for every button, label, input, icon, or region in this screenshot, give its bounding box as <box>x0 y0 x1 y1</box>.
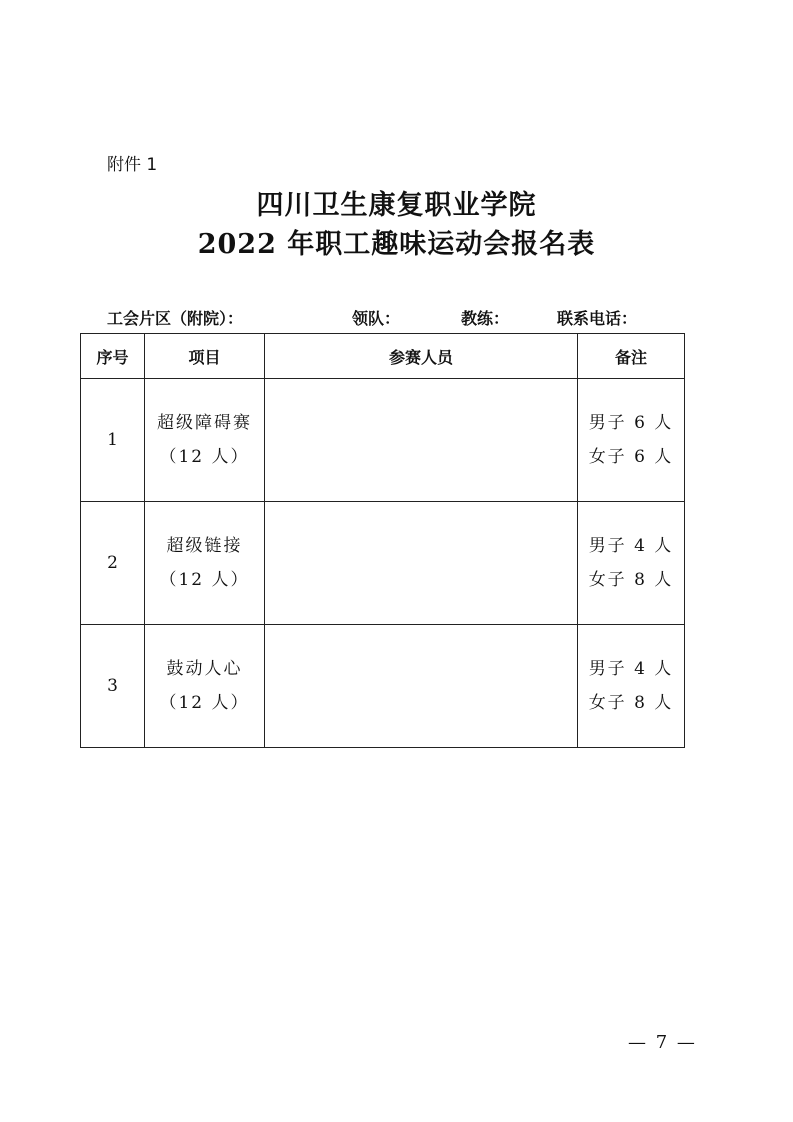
event-headcount: （12 人） <box>159 570 250 590</box>
row-number: 1 <box>81 379 145 502</box>
header-participants: 参赛人员 <box>265 334 578 379</box>
team-leader-label: 领队： <box>352 309 401 328</box>
event-name: 鼓动人心 <box>166 659 243 679</box>
note-male: 男子 4 人 <box>588 536 674 556</box>
table-row <box>81 502 685 625</box>
event-cell <box>145 379 265 502</box>
registration-info-line <box>107 306 677 330</box>
event-name: 超级链接 <box>166 536 243 556</box>
page-number: — 7 — <box>628 1032 697 1053</box>
note-male: 男子 6 人 <box>588 413 674 433</box>
participants-cell[interactable] <box>265 625 578 748</box>
coach-label: 教练： <box>461 309 510 328</box>
participants-cell[interactable] <box>265 379 578 502</box>
row-number: 3 <box>81 625 145 748</box>
document-title: 四川卫生康复职业学院 <box>256 190 537 221</box>
table-header-row <box>81 334 685 379</box>
event-headcount: （12 人） <box>159 693 250 713</box>
event-cell <box>145 625 265 748</box>
event-name: 超级障碍赛 <box>157 413 252 433</box>
header-note: 备注 <box>578 334 685 379</box>
note-cell <box>578 379 685 502</box>
attachment-label: 附件 1 <box>107 155 158 175</box>
event-cell <box>145 502 265 625</box>
note-cell <box>578 502 685 625</box>
note-female: 女子 6 人 <box>588 447 674 467</box>
note-female: 女子 8 人 <box>588 570 674 590</box>
note-cell <box>578 625 685 748</box>
document-subtitle: 2022 年职工趣味运动会报名表 <box>197 229 596 260</box>
registration-table <box>80 333 685 748</box>
participants-cell[interactable] <box>265 502 578 625</box>
table-row <box>81 379 685 502</box>
row-number: 2 <box>81 502 145 625</box>
note-male: 男子 4 人 <box>588 659 674 679</box>
note-female: 女子 8 人 <box>588 693 674 713</box>
contact-phone-label: 联系电话： <box>557 309 638 328</box>
header-number: 序号 <box>81 334 145 379</box>
event-headcount: （12 人） <box>159 447 250 467</box>
union-district-label: 工会片区（附院）： <box>107 309 244 328</box>
header-event: 项目 <box>145 334 265 379</box>
table-row <box>81 625 685 748</box>
